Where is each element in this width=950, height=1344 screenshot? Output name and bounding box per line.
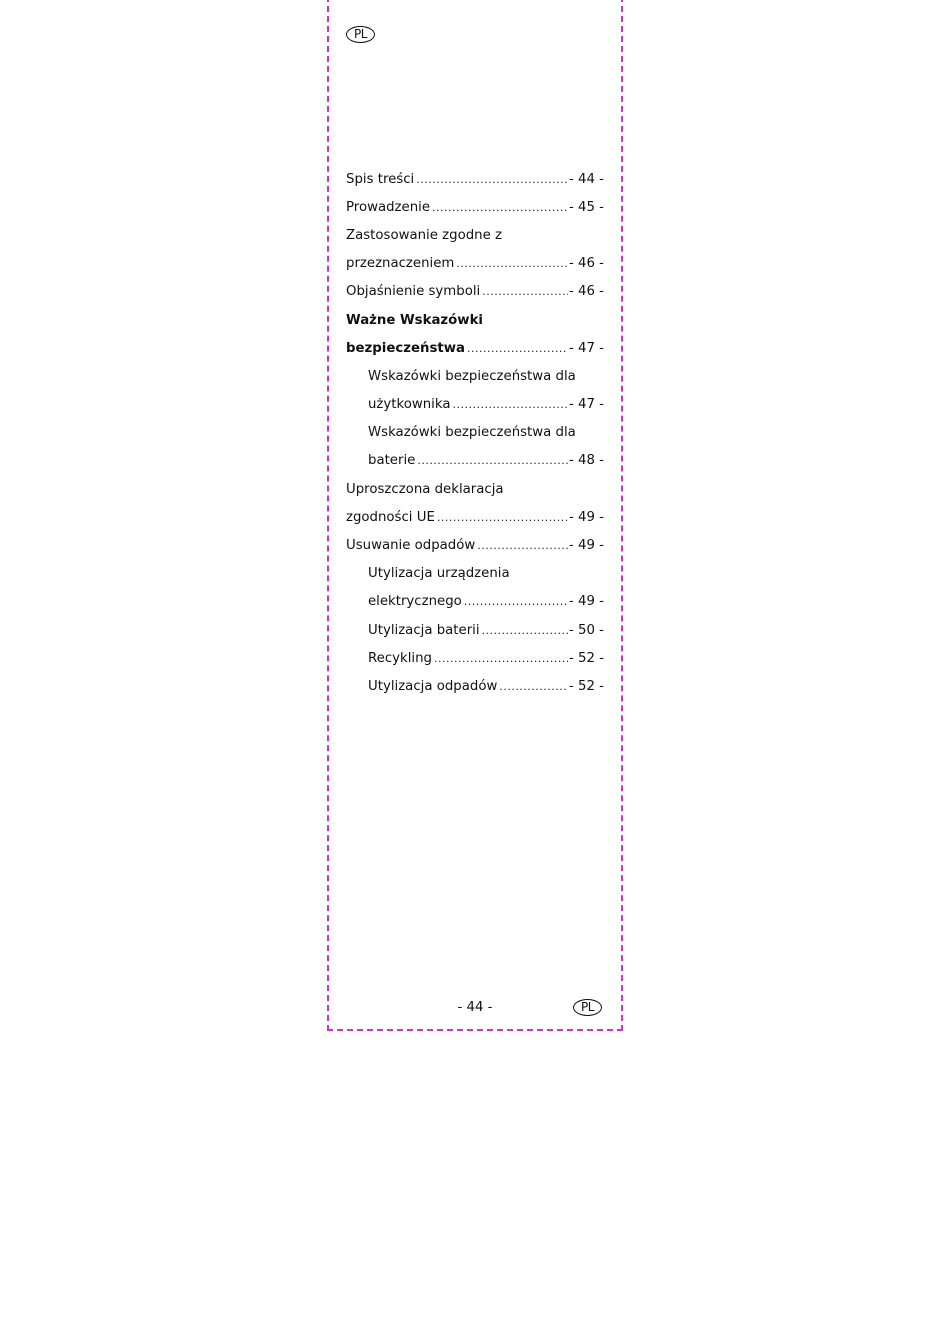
toc-entry-title: Utylizacja urządzenia (368, 566, 510, 582)
toc-entry-page: - 52 - (569, 678, 604, 694)
language-badge-top: PL (346, 26, 375, 43)
toc-entry-title: Utylizacja odpadów (368, 678, 498, 694)
toc-entry-deklaracja-line1[interactable] (346, 475, 604, 503)
toc-dot-leader (477, 539, 568, 552)
toc-entry-page: - 45 - (569, 199, 604, 215)
toc-dot-leader (467, 342, 568, 355)
table-of-contents (346, 165, 604, 701)
toc-entry-title: Uproszczona deklaracja (346, 481, 504, 497)
toc-dot-leader (417, 454, 568, 467)
toc-dot-leader (452, 398, 568, 411)
toc-entry-page: - 52 - (569, 650, 604, 666)
toc-entry-title: bezpieczeństwa (346, 340, 466, 356)
toc-dot-leader (434, 652, 568, 665)
toc-entry-prowadzenie[interactable] (346, 193, 604, 221)
toc-entry-page: - 49 - (569, 538, 604, 554)
toc-entry-title: Ważne Wskazówki (346, 312, 483, 328)
toc-entry-utylizacja-urzadzenia-line2[interactable] (346, 588, 604, 616)
toc-entry-title: Wskazówki bezpieczeństwa dla (368, 425, 576, 441)
toc-dot-leader (499, 680, 568, 693)
toc-entry-page: - 46 - (569, 256, 604, 272)
toc-entry-title: użytkownika (368, 397, 451, 413)
toc-entry-utylizacja-baterii[interactable] (346, 616, 604, 644)
toc-entry-wskazowki-uzytkownika-line1[interactable] (346, 362, 604, 390)
toc-entry-page: - 47 - (569, 340, 604, 356)
toc-entry-title: Wskazówki bezpieczeństwa dla (368, 368, 576, 384)
toc-entry-title: przeznaczeniem (346, 256, 455, 272)
toc-entry-deklaracja-line2[interactable] (346, 503, 604, 531)
toc-entry-wskazowki-baterie-line1[interactable] (346, 419, 604, 447)
toc-entry-objasnienie-symboli[interactable] (346, 278, 604, 306)
toc-entry-title: elektrycznego (368, 594, 462, 610)
language-badge-bottom: PL (573, 999, 602, 1016)
toc-dot-leader (437, 511, 568, 524)
toc-entry-wskazowki-baterie-line2[interactable] (346, 447, 604, 475)
toc-entry-title: Objaśnienie symboli (346, 284, 481, 300)
toc-dot-leader (482, 285, 568, 298)
toc-entry-utylizacja-odpadow[interactable] (346, 672, 604, 700)
toc-dot-leader (456, 257, 568, 270)
toc-entry-title: Prowadzenie (346, 199, 431, 215)
toc-entry-zastosowanie-line2[interactable] (346, 250, 604, 278)
toc-dot-leader (482, 624, 568, 637)
toc-entry-wazne-wskazowki-line2[interactable] (346, 334, 604, 362)
toc-entry-page: - 48 - (569, 453, 604, 469)
toc-entry-utylizacja-urzadzenia-line1[interactable] (346, 560, 604, 588)
toc-dot-leader (416, 173, 568, 186)
toc-entry-title: Utylizacja baterii (368, 622, 480, 638)
toc-entry-page: - 47 - (569, 397, 604, 413)
toc-entry-title: Spis treści (346, 171, 415, 187)
toc-dot-leader (464, 595, 568, 608)
toc-entry-page: - 46 - (569, 284, 604, 300)
toc-entry-zastosowanie-line1[interactable] (346, 221, 604, 249)
toc-entry-wskazowki-uzytkownika-line2[interactable] (346, 391, 604, 419)
toc-entry-page: - 44 - (569, 171, 604, 187)
toc-entry-title: Zastosowanie zgodne z (346, 227, 502, 243)
toc-entry-title: zgodności UE (346, 509, 435, 525)
toc-entry-wazne-wskazowki-line1[interactable] (346, 306, 604, 334)
toc-entry-page: - 49 - (569, 594, 604, 610)
toc-entry-title: baterie (368, 453, 416, 469)
footer-page-number: - 44 - (457, 1000, 493, 1015)
toc-entry-page: - 49 - (569, 509, 604, 525)
toc-entry-title: Usuwanie odpadów (346, 538, 476, 554)
toc-entry-spis-tresci[interactable] (346, 165, 604, 193)
toc-entry-usuwanie-odpadow[interactable] (346, 531, 604, 559)
toc-entry-recykling[interactable] (346, 644, 604, 672)
toc-entry-page: - 50 - (569, 622, 604, 638)
toc-entry-title: Recykling (368, 650, 432, 666)
toc-dot-leader (432, 201, 568, 214)
